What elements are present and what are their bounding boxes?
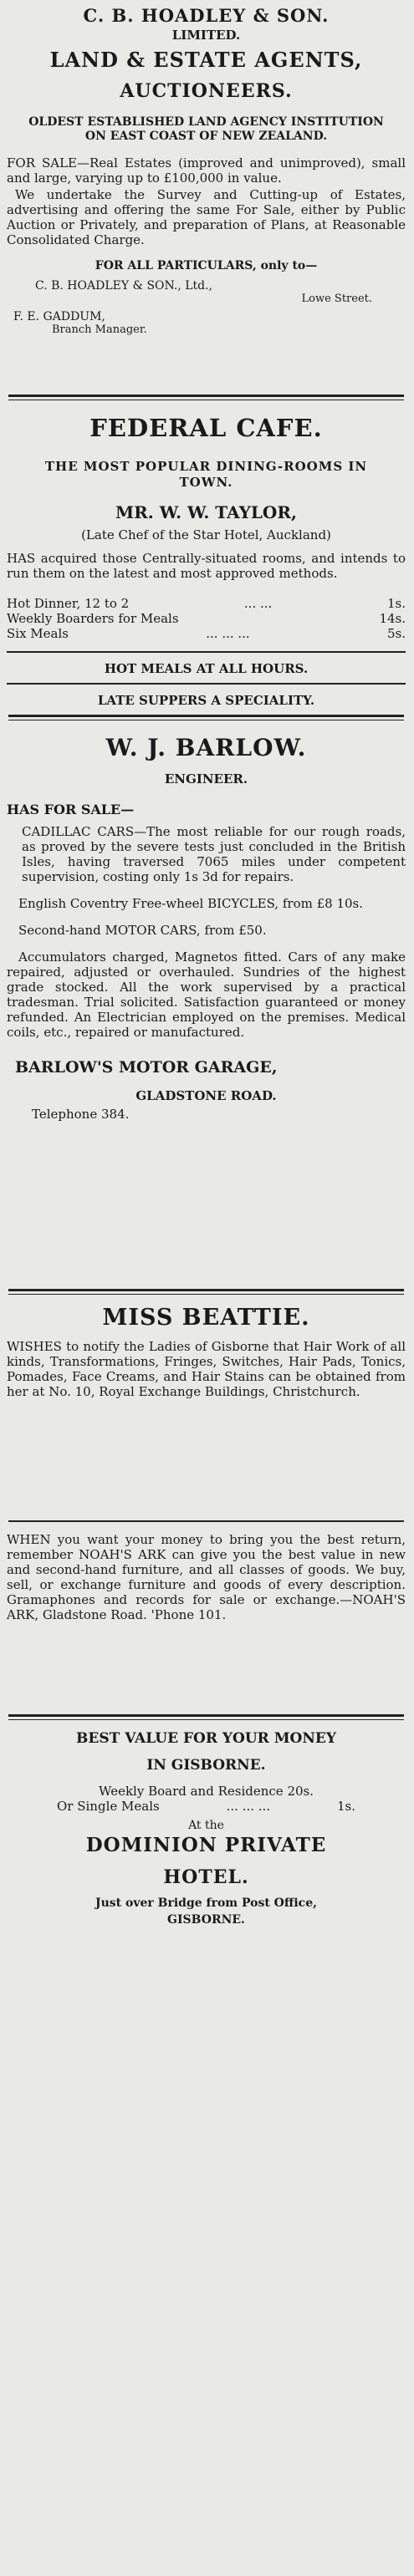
- barlow-garage: BARLOW'S MOTOR GARAGE,: [15, 1058, 278, 1077]
- price-row: [7, 626, 406, 641]
- barlow-subtitle: ENGINEER.: [164, 771, 248, 787]
- price-value: 14s.: [379, 611, 406, 626]
- divider: [7, 651, 406, 653]
- hoadley-line2: AUCTIONEERS.: [120, 80, 293, 102]
- divider: [8, 1714, 404, 1720]
- dominion-hotel-ad: [7, 1720, 406, 1988]
- federal-hot-meals: HOT MEALS AT ALL HOURS.: [104, 661, 309, 676]
- hoadley-title: C. B. HOADLEY & SON.: [83, 5, 330, 26]
- barlow-motor: Second-hand MOTOR CARS, from £50.: [18, 923, 267, 938]
- barlow-title: W. J. BARLOW.: [105, 734, 307, 761]
- barlow-cadillac: CADILLAC CARS—The most reliable for our rough roads, as proved by the severe tests just concluded in the British Isles, having traversed 7065 miles under competent supervision, costing only 1s 3d for repairs.: [22, 824, 406, 884]
- price-item: Six Meals: [7, 626, 69, 641]
- hoadley-subtitle: LIMITED.: [171, 28, 241, 43]
- price-value: 5s.: [386, 626, 406, 641]
- dominion-headline: BEST VALUE FOR YOUR MONEY: [76, 1730, 336, 1747]
- barlow-accumulators: Accumulators charged, Magnetos fitted. Cars of any make repaired, adjusted or overhauled. Sundries of the highest grade stocked. All the work supervised by a practical tradesman. Trial solicited. Satisfaction guaranteed or money refunded. An Electrician employed on the premises. Medical coils, etc., repaired or manufactured.: [7, 949, 406, 1040]
- barlow-phone: Telephone 384.: [32, 1107, 130, 1122]
- beattie-ad: [7, 1295, 406, 1520]
- dominion-single-label: Or Single Meals: [57, 1799, 160, 1814]
- divider: [8, 395, 404, 400]
- hoadley-survey: We undertake the Survey and Cutting-up of Estates, advertising and offering the same For Sale, either by Public Auction or Privately, and preparation of Plans, at Reasonable Consolidated Charge.: [7, 187, 406, 247]
- price-row: [7, 596, 406, 611]
- dominion-single-dots: ... ... ...: [226, 1799, 271, 1814]
- barlow-for-sale: HAS FOR SALE—: [7, 802, 135, 817]
- dominion-name: DOMINION PRIVATE: [85, 1834, 327, 1856]
- divider: [8, 715, 404, 720]
- beattie-body: WISHES to notify the Ladies of Gisborne that Hair Work of all kinds, Transformations, Fringes, Switches, Hair Pads, Tonics, Pomades, Face Creams, and Hair Stains can be obtained from her at No. 10, Royal Exchange Buildings, Christchurch.: [7, 1339, 406, 1399]
- hoadley-contact1: C. B. HOADLEY & SON., Ltd.,: [35, 279, 213, 293]
- hoadley-contact2: F. E. GADDUM,: [13, 310, 105, 323]
- hoadley-oldest: OLDEST ESTABLISHED LAND AGENCY INSTITUTION ON EAST COAST OF NEW ZEALAND.: [28, 115, 384, 143]
- price-value: 1s.: [386, 596, 406, 611]
- divider: [8, 1289, 404, 1295]
- dominion-weekly: Weekly Board and Residence 20s.: [99, 1784, 314, 1799]
- hoadley-contact1-addr: Lowe Street.: [301, 293, 372, 305]
- federal-tagline: THE MOST POPULAR DINING-ROOMS IN TOWN.: [44, 459, 368, 490]
- barlow-ad: [7, 720, 406, 1289]
- hoadley-contact2-role: Branch Manager.: [52, 323, 147, 336]
- hoadley-sale: FOR SALE—Real Estates (improved and unimproved), small and large, varying up to £100,000 in value.: [7, 155, 406, 186]
- price-dots: ... ...: [243, 596, 273, 611]
- barlow-road: GLADSTONE ROAD.: [135, 1088, 277, 1103]
- dominion-at-the: At the: [188, 1819, 224, 1832]
- federal-price-list: [7, 596, 406, 641]
- dominion-town: GISBORNE.: [167, 1913, 245, 1927]
- dominion-location: Just over Bridge from Post Office,: [95, 1896, 317, 1910]
- price-item: Hot Dinner, 12 to 2: [7, 596, 130, 611]
- divider: [7, 683, 406, 685]
- dominion-single-price: 1s.: [336, 1799, 355, 1814]
- beattie-title: MISS BEATTIE.: [102, 1305, 310, 1331]
- noahs-ark-ad: [7, 1522, 406, 1714]
- federal-proprietor: MR. W. W. TAYLOR,: [115, 502, 297, 522]
- hoadley-particulars: FOR ALL PARTICULARS, only to—: [95, 259, 318, 272]
- dominion-single: [7, 1799, 406, 1814]
- federal-suppers: LATE SUPPERS A SPECIALITY.: [97, 693, 315, 708]
- hoadley-line1: LAND & ESTATE AGENTS,: [49, 48, 363, 72]
- price-dots: ... ... ...: [206, 626, 250, 641]
- noah-body: WHEN you want your money to bring you the best return, remember NOAH'S ARK can give you the best value in new and second-hand furniture, and all classes of goods. We buy, sell, or exchange furniture and goods of every description. Gramaphones and records for sale or exchange.—NOAH'S ARK, Gladstone Road. 'Phone 101.: [7, 1532, 406, 1622]
- dominion-name-hotel: HOTEL.: [163, 1866, 249, 1888]
- federal-title: FEDERAL CAFE.: [89, 414, 323, 442]
- federal-late: (Late Chef of the Star Hotel, Auckland): [81, 527, 331, 542]
- federal-cafe-ad: [7, 400, 406, 715]
- price-row: [7, 611, 406, 626]
- hoadley-ad: [7, 0, 406, 395]
- barlow-bicycles: English Coventry Free-wheel BICYCLES, from £8 10s.: [18, 896, 363, 911]
- price-item: Weekly Boarders for Meals: [7, 611, 179, 626]
- federal-body: HAS acquired those Centrally-situated rooms, and intends to run them on the latest and most approved methods.: [7, 551, 406, 581]
- dominion-headline-town: IN GISBORNE.: [146, 1757, 266, 1774]
